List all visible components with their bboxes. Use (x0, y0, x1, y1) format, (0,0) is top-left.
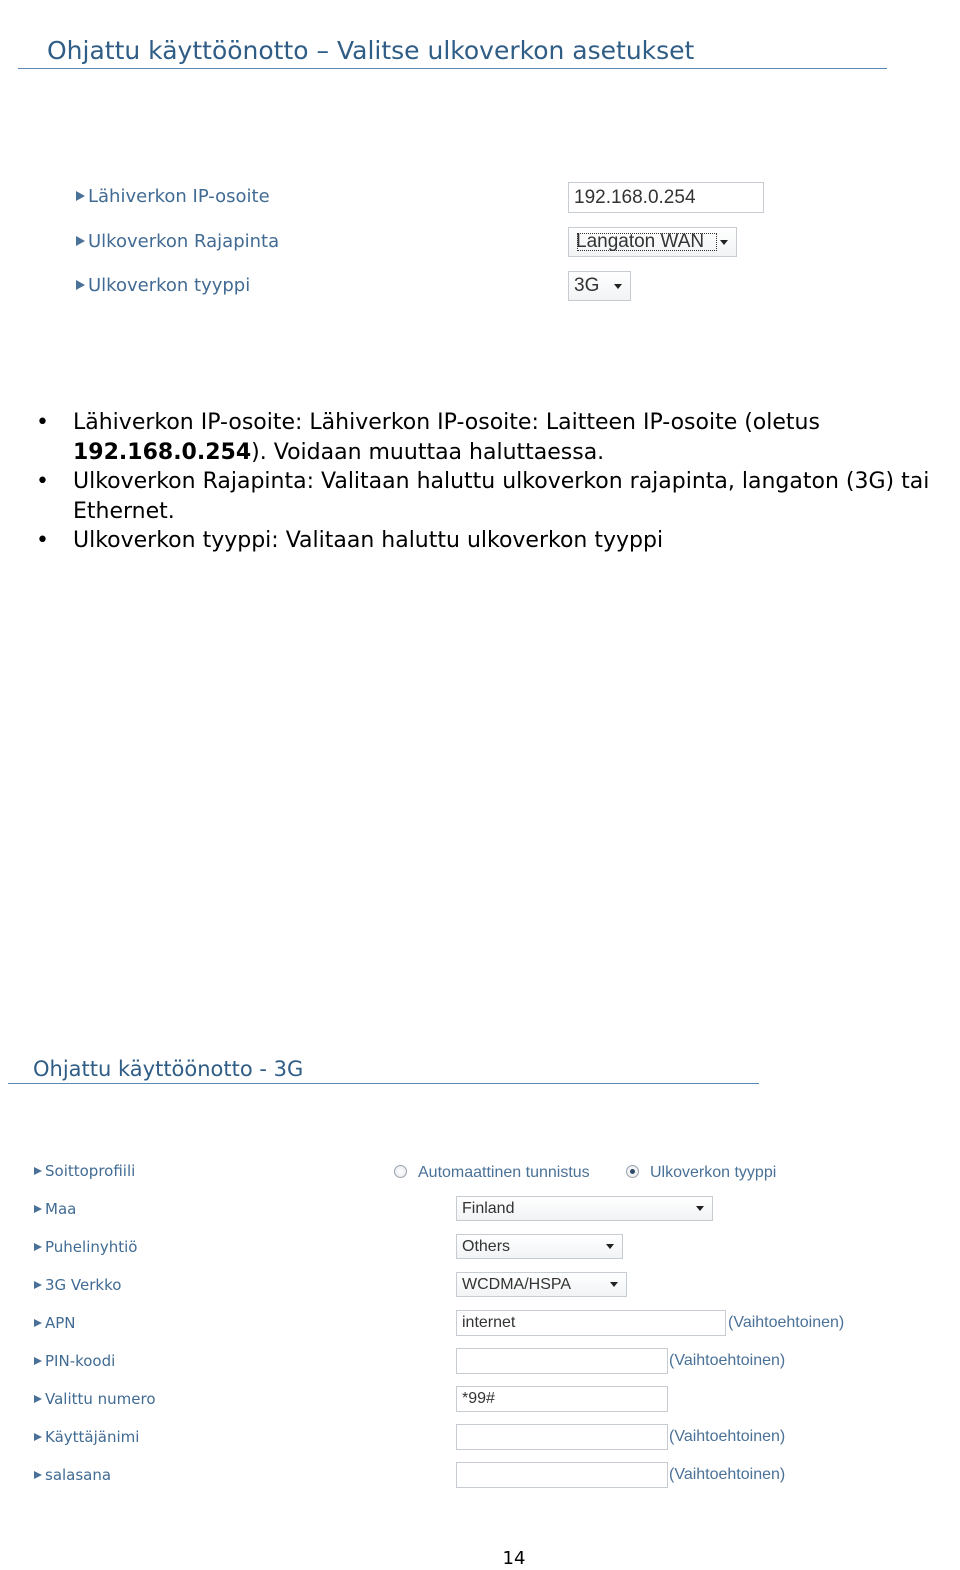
arrow-right-icon (34, 1357, 42, 1365)
page-number: 14 (502, 1548, 526, 1569)
auto-detect-label[interactable]: Automaattinen tunnistus (418, 1164, 590, 1181)
chevron-down-icon (610, 1282, 618, 1287)
wan-type-select[interactable]: 3G (568, 271, 631, 301)
operator-select[interactable]: Others (456, 1234, 623, 1259)
wan-type-label: Ulkoverkon tyyppi (76, 275, 250, 296)
arrow-right-icon (34, 1281, 42, 1289)
apn-label: APN (34, 1314, 76, 1332)
wizard1-title: Ohjattu käyttöönotto – Valitse ulkoverkon asetukset (47, 36, 695, 65)
arrow-right-icon (34, 1205, 42, 1213)
network-3g-label: 3G Verkko (34, 1276, 121, 1294)
arrow-right-icon (34, 1471, 42, 1479)
chevron-down-icon (614, 284, 622, 289)
arrow-right-icon (76, 280, 85, 290)
country-select[interactable]: Finland (456, 1196, 713, 1221)
arrow-right-icon (34, 1167, 42, 1175)
apn-input[interactable]: internet (456, 1310, 726, 1336)
wan-type-radio[interactable] (626, 1165, 639, 1178)
auto-detect-radio[interactable] (394, 1165, 407, 1178)
wan-type-radio-label[interactable]: Ulkoverkon tyyppi (650, 1164, 777, 1181)
pin-optional-note: (Vaihtoehtoinen) (669, 1352, 786, 1369)
arrow-right-icon (76, 191, 85, 201)
description-list (36, 408, 960, 556)
username-optional-note: (Vaihtoehtoinen) (669, 1428, 786, 1445)
list-item: • Ulkoverkon tyyppi: Valitaan haluttu ulkoverkon tyyppi (36, 528, 664, 553)
wan-interface-select[interactable]: Langaton WAN (568, 227, 737, 257)
arrow-right-icon (34, 1433, 42, 1441)
wizard2-title: Ohjattu käyttöönotto - 3G (33, 1057, 304, 1081)
arrow-right-icon (34, 1243, 42, 1251)
lan-ip-input[interactable]: 192.168.0.254 (568, 182, 764, 213)
chevron-down-icon (696, 1206, 704, 1211)
dial-number-input[interactable]: *99# (456, 1386, 668, 1412)
pin-input[interactable] (456, 1348, 668, 1374)
pin-label: PIN-koodi (34, 1352, 115, 1370)
dial-profile-label: Soittoprofiili (34, 1162, 135, 1180)
operator-label: Puhelinyhtiö (34, 1238, 137, 1256)
username-label: Käyttäjänimi (34, 1428, 139, 1446)
username-input[interactable] (456, 1424, 668, 1450)
arrow-right-icon (34, 1319, 42, 1327)
wizard1-title-rule (18, 68, 887, 69)
network-3g-select[interactable]: WCDMA/HSPA (456, 1272, 627, 1297)
list-item: • Ulkoverkon Rajapinta: Valitaan haluttu ulkoverkon rajapinta, langaton (3G) tai Ethernet. (36, 469, 930, 524)
arrow-right-icon (76, 236, 85, 246)
dial-number-label: Valittu numero (34, 1390, 156, 1408)
chevron-down-icon (720, 240, 728, 245)
wizard2-title-rule (8, 1083, 759, 1084)
wan-interface-label: Ulkoverkon Rajapinta (76, 231, 279, 252)
list-item: • Lähiverkon IP-osoite: Lähiverkon IP-osoite: Laitteen IP-osoite (oletus 192.168.0.254). Voidaan muuttaa haluttaessa. (36, 410, 820, 465)
password-input[interactable] (456, 1462, 668, 1488)
arrow-right-icon (34, 1395, 42, 1403)
lan-ip-label: Lähiverkon IP-osoite (76, 186, 270, 207)
apn-optional-note: (Vaihtoehtoinen) (728, 1314, 845, 1331)
chevron-down-icon (606, 1244, 614, 1249)
password-optional-note: (Vaihtoehtoinen) (669, 1466, 786, 1483)
password-label: salasana (34, 1466, 111, 1484)
country-label: Maa (34, 1200, 76, 1218)
